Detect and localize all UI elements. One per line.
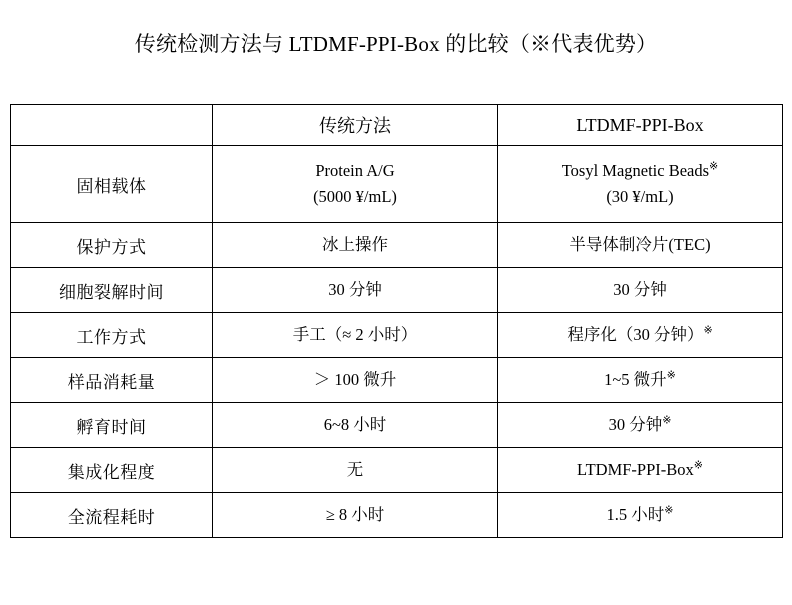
advantage-mark: ※ <box>664 504 674 517</box>
advantage-mark: ※ <box>666 369 676 382</box>
cell-ltdmf <box>498 223 783 268</box>
cell-ltdmf <box>498 493 783 538</box>
cell-ltdmf <box>498 313 783 358</box>
comparison-table-container <box>10 104 782 538</box>
cell-traditional: 6~8 小时 <box>213 403 498 448</box>
cell-traditional: ≥ 8 小时 <box>213 493 498 538</box>
advantage-mark: ※ <box>693 459 703 472</box>
table-row <box>11 146 783 223</box>
table-header-row <box>11 105 783 146</box>
row-label: 样品消耗量 <box>11 358 213 403</box>
cell-ltdmf <box>498 403 783 448</box>
table-row <box>11 493 783 538</box>
cell-traditional: 手工（≈ 2 小时） <box>213 313 498 358</box>
cell-line-1: Protein A/G <box>315 161 395 181</box>
cell-ltdmf <box>498 358 783 403</box>
advantage-mark: ※ <box>662 414 672 427</box>
cell-line-1-text: 程序化（30 分钟） <box>567 325 704 345</box>
cell-line-1-text: 半导体制冷片(TEC) <box>569 235 711 255</box>
cell-line-1-text: Tosyl Magnetic Beads <box>561 161 710 181</box>
row-label: 细胞裂解时间 <box>11 268 213 313</box>
cell-line-1-text: 30 分钟 <box>613 280 667 300</box>
cell-ltdmf <box>498 448 783 493</box>
column-header-traditional: 传统方法 <box>213 105 498 146</box>
page-title: 传统检测方法与 LTDMF-PPI-Box 的比较（※代表优势） <box>134 32 658 56</box>
table-row <box>11 223 783 268</box>
cell-ltdmf <box>498 268 783 313</box>
cell-traditional: 冰上操作 <box>213 223 498 268</box>
table-row <box>11 448 783 493</box>
document-page <box>0 28 792 605</box>
cell-traditional <box>213 146 498 223</box>
cell-line-2: (30 ¥/mL) <box>606 187 674 206</box>
cell-ltdmf <box>498 146 783 223</box>
cell-line-1-text: 30 分钟 <box>608 415 663 435</box>
cell-traditional: 30 分钟 <box>213 268 498 313</box>
cell-line-1-text: 1~5 微升 <box>604 370 667 390</box>
cell-line-1 <box>498 158 782 184</box>
comparison-table <box>10 104 783 538</box>
cell-line-2: (5000 ¥/mL) <box>313 187 397 206</box>
advantage-mark: ※ <box>709 160 719 173</box>
table-row <box>11 268 783 313</box>
cell-traditional: 无 <box>213 448 498 493</box>
row-label: 孵育时间 <box>11 403 213 448</box>
cell-line-1-text: 1.5 小时 <box>606 505 665 525</box>
row-label: 集成化程度 <box>11 448 213 493</box>
cell-traditional: ＞ 100 微升 <box>213 358 498 403</box>
advantage-mark: ※ <box>703 324 713 337</box>
row-label: 固相载体 <box>11 146 213 223</box>
column-header-ltdmf: LTDMF-PPI-Box <box>498 105 783 146</box>
table-row <box>11 358 783 403</box>
cell-line-1-text: LTDMF-PPI-Box <box>577 460 694 480</box>
table-row <box>11 403 783 448</box>
row-label: 工作方式 <box>11 313 213 358</box>
table-row <box>11 313 783 358</box>
table-corner-cell <box>11 105 213 146</box>
row-label: 保护方式 <box>11 223 213 268</box>
row-label: 全流程耗时 <box>11 493 213 538</box>
